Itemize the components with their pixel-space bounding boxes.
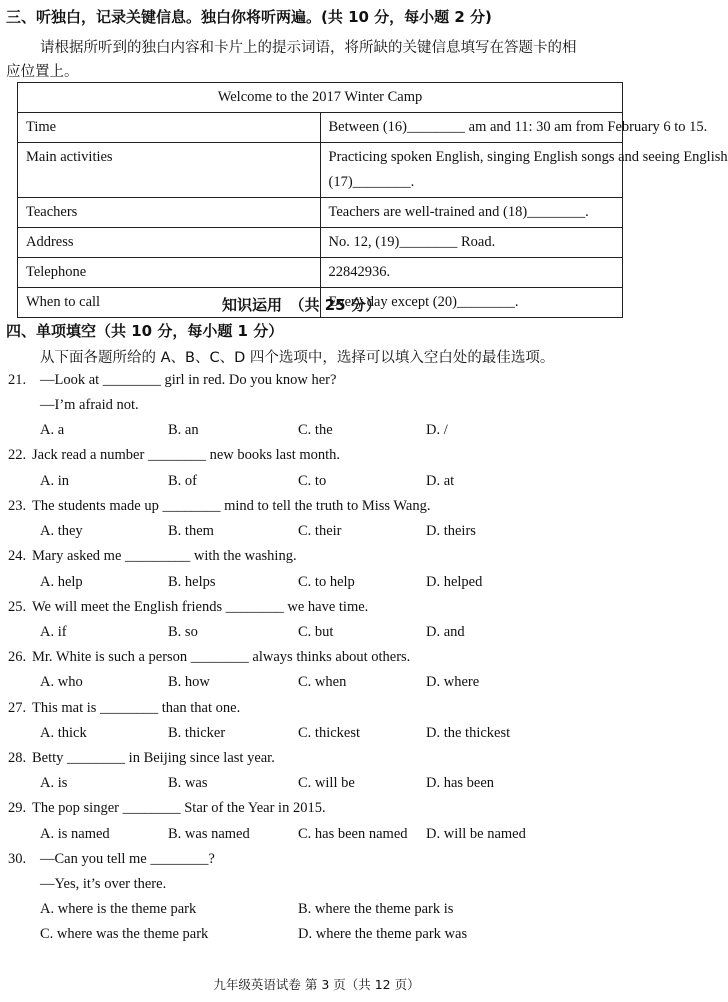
question-stem-reply: —Yes, it’s over there. bbox=[40, 876, 167, 892]
option-d[interactable]: D. at bbox=[426, 473, 455, 489]
option-d[interactable]: D. the thickest bbox=[426, 725, 511, 741]
card-value-continued: (17)________. bbox=[328, 174, 415, 190]
card-label: Main activities bbox=[18, 143, 321, 198]
winter-camp-card bbox=[17, 82, 728, 318]
card-label: Address bbox=[18, 228, 321, 258]
card-label: Teachers bbox=[18, 198, 321, 228]
card-value: Practicing spoken English, singing English songs and seeing English bbox=[328, 149, 728, 165]
section3-intro-line1: 请根据所听到的独白内容和卡片上的提示词语，将所缺的关键信息填写在答题卡的相 bbox=[40, 40, 577, 56]
card-row-address bbox=[18, 228, 623, 258]
question-number: 27. bbox=[8, 700, 27, 716]
card-value: 22842936. bbox=[320, 258, 623, 288]
option-a[interactable]: A. they bbox=[40, 523, 83, 539]
card-value: Every day except (20)________. bbox=[320, 288, 623, 318]
option-d[interactable]: D. theirs bbox=[426, 523, 476, 539]
section3-heading: 三、听独白，记录关键信息。独白你将听两遍。(共 10 分，每小题 2 分) bbox=[6, 8, 492, 26]
question-stem: Mary asked me _________ with the washing. bbox=[32, 548, 297, 564]
option-d[interactable]: D. helped bbox=[426, 574, 483, 590]
option-a[interactable]: A. thick bbox=[40, 725, 87, 741]
page-footer: 九年级英语试卷 第 3 页（共 12 页） bbox=[213, 977, 420, 992]
card-value: Teachers are well-trained and (18)________. bbox=[320, 198, 623, 228]
option-b[interactable]: B. so bbox=[168, 624, 198, 640]
option-c[interactable]: C. but bbox=[298, 624, 334, 640]
option-a[interactable]: A. if bbox=[40, 624, 67, 640]
option-a[interactable]: A. where is the theme park bbox=[40, 901, 197, 917]
option-c[interactable]: C. has been named bbox=[298, 826, 408, 842]
option-c[interactable]: C. when bbox=[298, 674, 347, 690]
question-stem: Mr. White is such a person ________ always thinks about others. bbox=[32, 649, 411, 665]
question-stem-reply: —I’m afraid not. bbox=[40, 397, 139, 413]
option-a[interactable]: A. a bbox=[40, 422, 65, 438]
question-number: 22. bbox=[8, 447, 27, 463]
option-d[interactable]: D. where the theme park was bbox=[298, 926, 468, 942]
question-number: 25. bbox=[8, 599, 27, 615]
card-label: Time bbox=[18, 113, 321, 143]
question-stem: —Look at ________ girl in red. Do you know her? bbox=[40, 372, 337, 388]
option-c[interactable]: C. their bbox=[298, 523, 342, 539]
question-number: 30. bbox=[8, 851, 27, 867]
question-stem: We will meet the English friends ________ we have time. bbox=[32, 599, 369, 615]
question-number: 29. bbox=[8, 800, 27, 816]
option-b[interactable]: B. thicker bbox=[168, 725, 226, 741]
option-d[interactable]: D. has been bbox=[426, 775, 495, 791]
option-b[interactable]: B. where the theme park is bbox=[298, 901, 454, 917]
question-number: 28. bbox=[8, 750, 27, 766]
option-b[interactable]: B. them bbox=[168, 523, 214, 539]
option-c[interactable]: C. the bbox=[298, 422, 333, 438]
option-c[interactable]: C. thickest bbox=[298, 725, 361, 741]
card-label: Telephone bbox=[18, 258, 321, 288]
option-a[interactable]: A. in bbox=[40, 473, 69, 489]
option-b[interactable]: B. an bbox=[168, 422, 199, 438]
card-row-telephone bbox=[18, 258, 623, 288]
card-label: When to call bbox=[18, 288, 321, 318]
option-b[interactable]: B. how bbox=[168, 674, 210, 690]
option-a[interactable]: A. who bbox=[40, 674, 83, 690]
card-title: Welcome to the 2017 Winter Camp bbox=[18, 83, 623, 113]
card-value-multiline bbox=[320, 143, 728, 198]
option-a[interactable]: A. is bbox=[40, 775, 68, 791]
question-stem: Jack read a number ________ new books last month. bbox=[32, 447, 341, 463]
card-value: Between (16)________ am and 11: 30 am from February 6 to 15. bbox=[320, 113, 623, 143]
option-c[interactable]: C. where was the theme park bbox=[40, 926, 209, 942]
question-number: 26. bbox=[8, 649, 27, 665]
section3-intro-line2: 应位置上。 bbox=[6, 64, 79, 80]
option-c[interactable]: C. to bbox=[298, 473, 327, 489]
card-row-time bbox=[18, 113, 623, 143]
part-title: 知识运用 （共 25 分） bbox=[222, 296, 381, 314]
option-b[interactable]: B. helps bbox=[168, 574, 216, 590]
option-d[interactable]: D. where bbox=[426, 674, 480, 690]
question-stem: The pop singer ________ Star of the Year in 2015. bbox=[32, 800, 326, 816]
card-row-activities bbox=[18, 143, 623, 198]
option-b[interactable]: B. was bbox=[168, 775, 208, 791]
question-stem: —Can you tell me ________? bbox=[40, 851, 215, 867]
question-stem: Betty ________ in Beijing since last year. bbox=[32, 750, 275, 766]
card-title-row bbox=[18, 83, 623, 113]
question-stem: The students made up ________ mind to tell the truth to Miss Wang. bbox=[32, 498, 431, 514]
option-b[interactable]: B. was named bbox=[168, 826, 250, 842]
card-value: No. 12, (19)________ Road. bbox=[320, 228, 623, 258]
section4-heading: 四、单项填空（共 10 分，每小题 1 分） bbox=[6, 322, 284, 340]
question-number: 21. bbox=[8, 372, 27, 388]
question-number: 23. bbox=[8, 498, 27, 514]
option-d[interactable]: D. / bbox=[426, 422, 448, 438]
option-c[interactable]: C. to help bbox=[298, 574, 355, 590]
option-d[interactable]: D. will be named bbox=[426, 826, 526, 842]
option-a[interactable]: A. is named bbox=[40, 826, 110, 842]
card-row-teachers bbox=[18, 198, 623, 228]
question-number: 24. bbox=[8, 548, 27, 564]
option-d[interactable]: D. and bbox=[426, 624, 465, 640]
question-stem: This mat is ________ than that one. bbox=[32, 700, 241, 716]
option-c[interactable]: C. will be bbox=[298, 775, 355, 791]
option-b[interactable]: B. of bbox=[168, 473, 197, 489]
section4-intro: 从下面各题所给的 A、B、C、D 四个选项中，选择可以填入空白处的最佳选项。 bbox=[40, 350, 555, 366]
option-a[interactable]: A. help bbox=[40, 574, 83, 590]
